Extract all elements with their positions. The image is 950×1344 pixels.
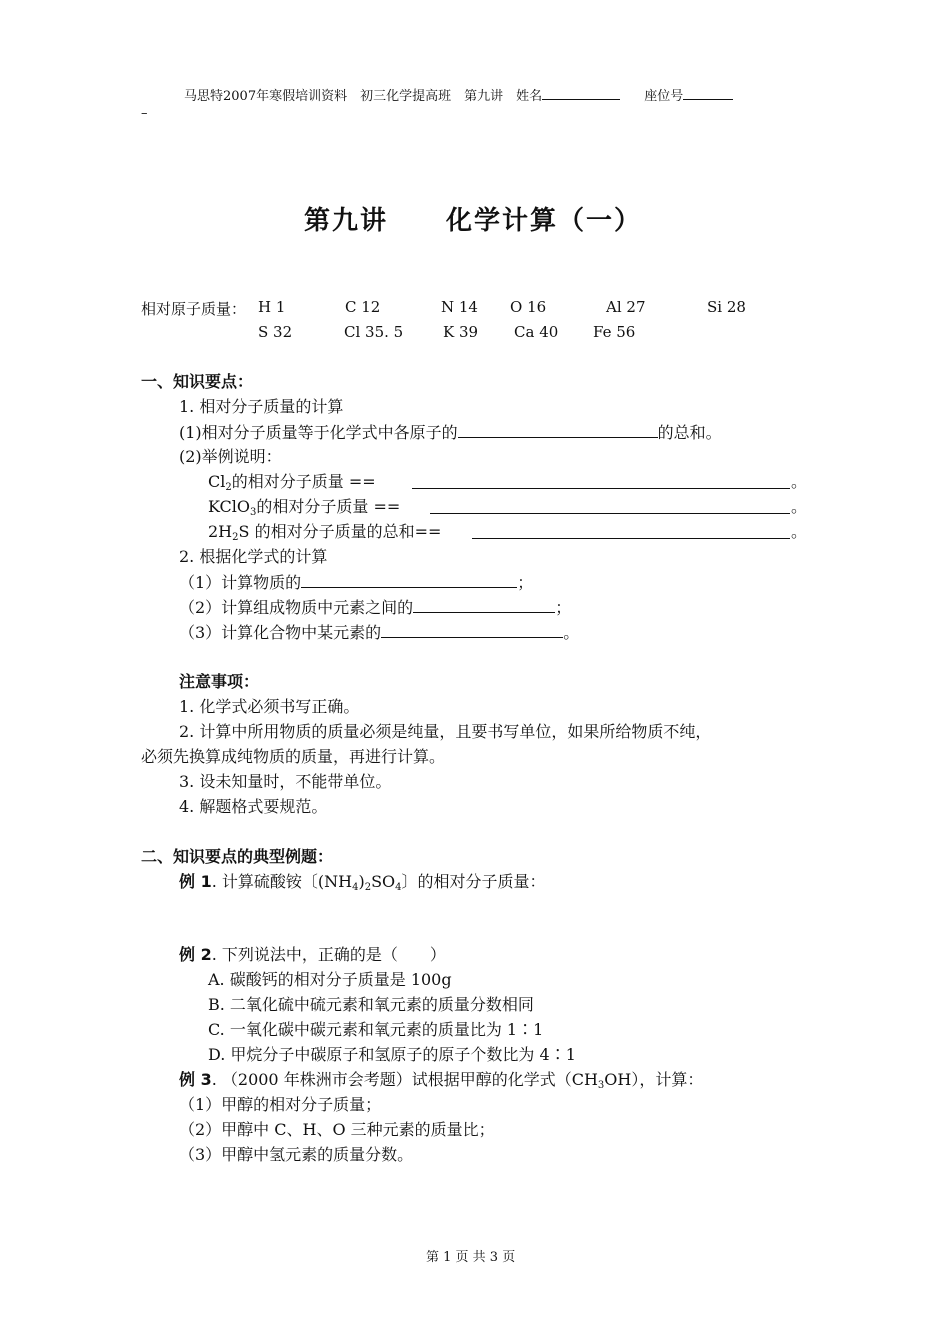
h2s-formula: 2H xyxy=(208,522,233,541)
item2-3 xyxy=(179,622,579,643)
name-blank xyxy=(542,84,620,100)
cl2-text: 的相对分子质量 == xyxy=(231,472,376,491)
section1-heading: 一、知识要点： xyxy=(141,372,254,391)
item1-2: (2)举例说明： xyxy=(179,447,282,466)
header-text: 马思特2007年寒假培训资料 初三化学提高班 第九讲 姓名 xyxy=(184,89,543,104)
ex2-option-b: B. 二氧化硫中硫元素和氧元素的质量分数相同 xyxy=(208,995,534,1014)
cl2-formula: Cl xyxy=(208,472,226,491)
kclo3-formula: KClO xyxy=(208,497,250,516)
item2-1-text: （1）计算物质的 xyxy=(179,573,302,592)
blank-item2-1 xyxy=(301,572,517,588)
item2-2-text: （2）计算组成物质中元素之间的 xyxy=(179,598,414,617)
cl2-sub: 2 xyxy=(225,482,232,493)
page-footer: 第 1 页 共 3 页 xyxy=(426,1250,516,1265)
ex2-option-d: D. 甲烷分子中碳原子和氢原子的原子个数比为 4∶1 xyxy=(208,1045,576,1064)
example-cl2 xyxy=(208,472,376,492)
section2-heading: 二、知识要点的典型例题： xyxy=(141,847,334,866)
stray-mark: – xyxy=(141,106,148,121)
ex1-sub3: 4 xyxy=(395,882,402,893)
mass-fe: Fe 56 xyxy=(593,323,636,341)
h2s-period: 。 xyxy=(791,522,808,541)
item1-title: 1. 相对分子质量的计算 xyxy=(179,397,344,416)
mass-s: S 32 xyxy=(258,323,293,341)
ex1-text-d: 〕的相对分子质量： xyxy=(401,872,546,891)
note-1: 1. 化学式必须书写正确。 xyxy=(179,697,360,716)
blank-item2-2 xyxy=(413,597,555,613)
item2-2-end: ； xyxy=(555,598,572,617)
mass-k: K 39 xyxy=(443,323,479,341)
h2s-text: S 的相对分子质量的总和== xyxy=(238,522,442,541)
seat-label: 座位号 xyxy=(644,89,684,104)
ex2-option-a: A. 碳酸钙的相对分子质量是 100g xyxy=(208,970,452,989)
note-3: 3. 设未知量时，不能带单位。 xyxy=(179,772,392,791)
ex2-text: . 下列说法中，正确的是（ ） xyxy=(211,945,446,964)
kclo3-period: 。 xyxy=(791,497,808,516)
example-kclo3 xyxy=(208,497,400,517)
atomic-mass-label: 相对原子质量： xyxy=(141,300,247,318)
item1-1-text: (1)相对分子质量等于化学式中各原子的 xyxy=(179,423,458,442)
item2-1-end: ； xyxy=(517,573,534,592)
note-2b: 必须先换算成纯物质的质量，再进行计算。 xyxy=(141,747,446,766)
mass-o: O 16 xyxy=(510,298,547,316)
note-2a: 2. 计算中所用物质的质量必须是纯量，且要书写单位，如果所给物质不纯， xyxy=(179,722,712,741)
ex3-text-b: OH），计算： xyxy=(604,1070,704,1089)
item2-3-text: （3）计算化合物中某元素的 xyxy=(179,623,382,642)
ex1-text-c: SO xyxy=(371,872,396,891)
blank-h2s xyxy=(472,523,790,539)
ex2-option-c: C. 一氧化碳中碳元素和氧元素的质量比为 1∶1 xyxy=(208,1020,544,1039)
ex1-sub2: 2 xyxy=(364,882,372,893)
item1-1-end: 的总和。 xyxy=(657,423,722,442)
title-lecture: 第九讲 xyxy=(304,206,389,236)
item2-2 xyxy=(179,597,571,618)
item2-3-end: 。 xyxy=(563,623,580,642)
item2-title: 2. 根据化学式的计算 xyxy=(179,547,328,566)
page-header xyxy=(184,84,733,107)
kclo3-text: 的相对分子质量 == xyxy=(256,497,401,516)
notes-heading: 注意事项： xyxy=(179,672,260,691)
mass-ca: Ca 40 xyxy=(514,323,559,341)
mass-c: C 12 xyxy=(345,298,381,316)
example-h2s xyxy=(208,522,441,542)
blank-kclo3 xyxy=(430,498,790,514)
cl2-period: 。 xyxy=(791,472,808,491)
note-4: 4. 解题格式要规范。 xyxy=(179,797,328,816)
ex1-sub1: 4 xyxy=(352,882,359,893)
h2s-sub: 2 xyxy=(232,532,239,543)
seat-blank xyxy=(683,84,733,100)
title-topic: 化学计算（一） xyxy=(446,206,643,236)
mass-h: H 1 xyxy=(258,298,286,316)
blank-cl2 xyxy=(412,473,790,489)
mass-si: Si 28 xyxy=(707,298,746,316)
example-2-label: 例 2 xyxy=(179,945,212,964)
mass-n: N 14 xyxy=(441,298,478,316)
kclo3-sub: 3 xyxy=(250,507,257,518)
page-title xyxy=(304,204,642,238)
ex3-sub: 3 xyxy=(597,1080,605,1091)
ex3-question-2: （2）甲醇中 C、H、O 三种元素的质量比； xyxy=(179,1120,495,1139)
mass-cl: Cl 35. 5 xyxy=(344,323,404,341)
example-3-label: 例 3 xyxy=(179,1070,212,1089)
example-2 xyxy=(179,945,446,965)
ex1-text-b: ) xyxy=(358,872,365,891)
ex3-question-3: （3）甲醇中氢元素的质量分数。 xyxy=(179,1145,414,1164)
blank-item2-3 xyxy=(381,622,563,638)
ex3-text-a: . （2000 年株洲市会考题）试根据甲醇的化学式（CH xyxy=(211,1070,598,1089)
ex1-text-a: . 计算硫酸铵〔(NH xyxy=(211,872,353,891)
item1-1 xyxy=(179,422,722,443)
example-1 xyxy=(179,872,546,892)
mass-al: Al 27 xyxy=(606,298,646,316)
item2-1 xyxy=(179,572,533,593)
example-3 xyxy=(179,1070,703,1090)
ex3-question-1: （1）甲醇的相对分子质量； xyxy=(179,1095,382,1114)
example-1-label: 例 1 xyxy=(179,872,212,891)
blank-atoms-sum xyxy=(458,422,658,438)
